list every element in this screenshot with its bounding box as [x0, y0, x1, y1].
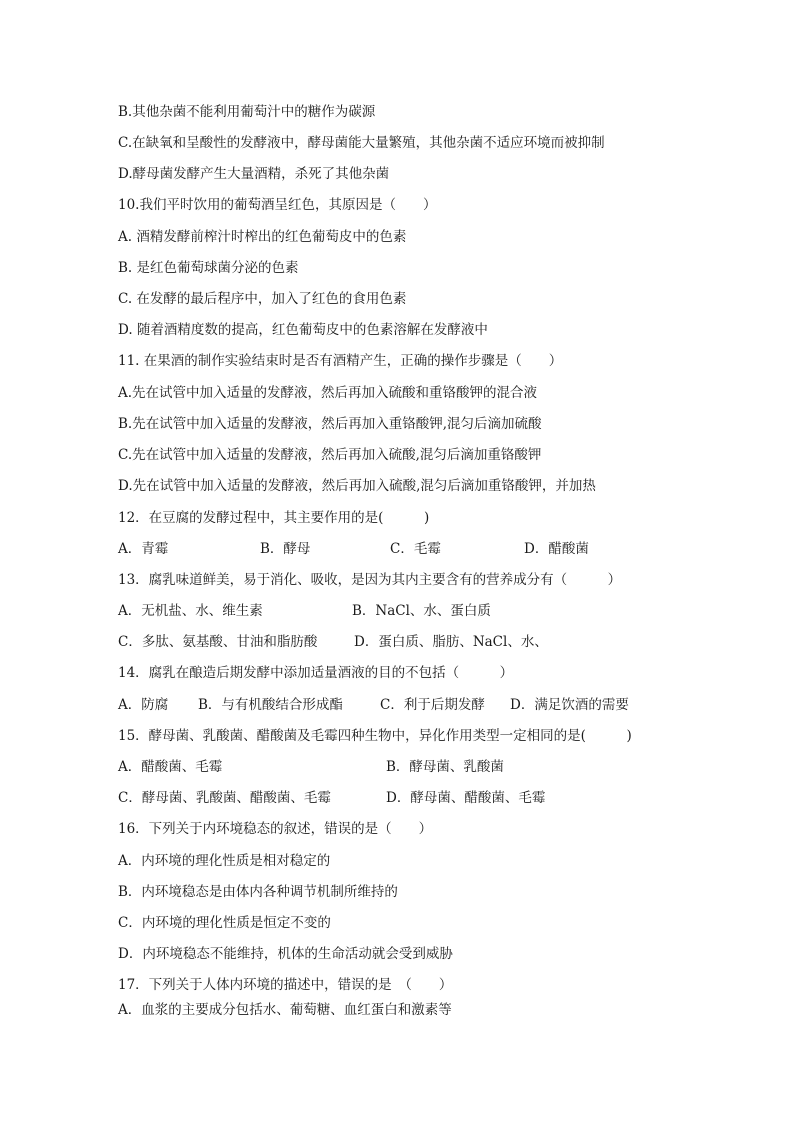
q17-stem: 17．下列关于人体内环境的描述中，错误的是 （ ）: [118, 977, 453, 993]
q12-option-a: A．青霉: [118, 541, 169, 557]
q12-option-c: C．毛霉: [390, 541, 441, 557]
q10-option-b: B. 是红色葡萄球菌分泌的色素: [118, 260, 299, 276]
q11-option-b: B.先在试管中加入适量的发酵液，然后再加入重铬酸钾,混匀后滴加硫酸: [118, 416, 542, 432]
q10-option-c: C. 在发酵的最后程序中，加入了红色的食用色素: [118, 291, 407, 307]
q17-option-a: A．血浆的主要成分包括水、葡萄糖、血红蛋白和激素等: [118, 1002, 452, 1018]
q15-option-c: C．酵母菌、乳酸菌、醋酸菌、毛霉: [118, 790, 331, 806]
q12-option-d: D．醋酸菌: [524, 541, 589, 557]
q9-option-c: C.在缺氧和呈酸性的发酵液中，酵母菌能大量繁殖，其他杂菌不适应环境而被抑制: [118, 135, 605, 151]
q15-stem: 15．酵母菌、乳酸菌、醋酸菌及毛霉四种生物中，异化作用类型一定相同的是( ): [118, 728, 632, 744]
q15-option-a: A．醋酸菌、毛霉: [118, 759, 223, 775]
q9-option-d: D.酵母菌发酵产生大量酒精，杀死了其他杂菌: [118, 166, 390, 182]
q11-option-c: C.先在试管中加入适量的发酵液，然后再加入硫酸,混匀后滴加重铬酸钾: [118, 447, 542, 463]
q16-option-c: C．内环境的理化性质是恒定不变的: [118, 915, 331, 931]
q13-option-b: B．NaCl、水、蛋白质: [352, 603, 491, 619]
q11-stem: 11. 在果酒的制作实验结束时是否有酒精产生，正确的操作步骤是（ ）: [118, 353, 563, 369]
q13-option-d: D．蛋白质、脂肪、NaCl、水、: [354, 634, 548, 650]
q13-option-c: C．多肽、氨基酸、甘油和脂肪酸: [118, 634, 318, 650]
q12-stem: 12．在豆腐的发酵过程中，其主要作用的是( ): [118, 510, 430, 526]
q13-stem: 13．腐乳味道鲜美，易于消化、吸收，是因为其内主要含有的营养成分有（ ）: [118, 572, 622, 588]
q14-option-d: D．满足饮酒的需要: [510, 697, 629, 713]
q14-option-b: B．与有机酸结合形成酯: [198, 697, 343, 713]
q16-option-d: D．内环境稳态不能维持，机体的生命活动就会受到威胁: [118, 946, 453, 962]
q15-option-b: B．酵母菌、乳酸菌: [386, 759, 504, 775]
q11-option-d: D.先在试管中加入适量的发酵液，然后再加入硫酸,混匀后滴加重铬酸钾，并加热: [118, 478, 596, 494]
q16-option-b: B．内环境稳态是由体内各种调节机制所维持的: [118, 884, 398, 900]
q10-option-a: A. 酒精发酵前榨汁时榨出的红色葡萄皮中的色素: [118, 229, 407, 245]
q15-option-d: D．酵母菌、醋酸菌、毛霉: [386, 790, 546, 806]
q12-option-b: B．酵母: [260, 541, 311, 557]
q13-option-a: A．无机盐、水、维生素: [118, 603, 263, 619]
q11-option-a: A.先在试管中加入适量的发酵液，然后再加入硫酸和重铬酸钾的混合液: [118, 385, 538, 401]
q14-stem: 14．腐乳在酿造后期发酵中添加适量酒液的目的不包括（ ）: [118, 665, 514, 681]
q14-option-c: C．利于后期发酵: [380, 697, 485, 713]
q16-option-a: A．内环境的理化性质是相对稳定的: [118, 853, 331, 869]
q10-stem: 10.我们平时饮用的葡萄酒呈红色，其原因是（ ）: [118, 197, 437, 213]
q9-option-b: B.其他杂菌不能利用葡萄汁中的糖作为碳源: [118, 104, 376, 120]
q14-option-a: A．防腐: [118, 697, 169, 713]
q10-option-d: D. 随着酒精度数的提高，红色葡萄皮中的色素溶解在发酵液中: [118, 322, 488, 338]
q16-stem: 16．下列关于内环境稳态的叙述，错误的是（ ）: [118, 821, 433, 837]
